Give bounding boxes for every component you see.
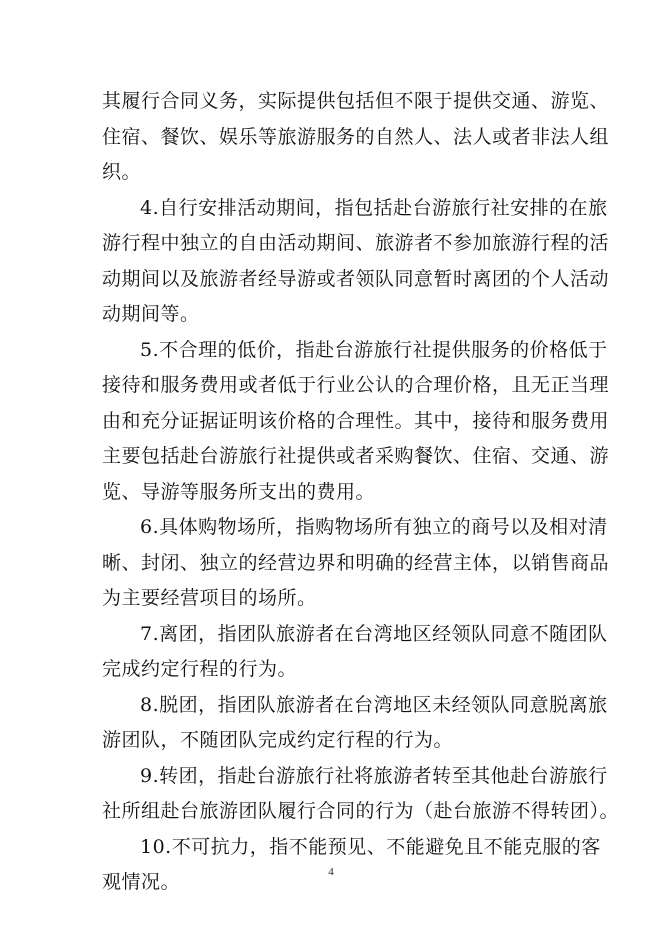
body-text	[102, 84, 620, 901]
text-line: 10.不可抗力，指不能预见、不能避免且不能克服的客	[140, 835, 601, 858]
text-line: 完成约定行程的行为。	[102, 658, 298, 680]
text-line: 主要包括赴台游旅行社提供或者采购餐饮、住宿、交通、游	[102, 445, 610, 467]
text-line: 游行程中独立的自由活动期间、旅游者不参加旅游行程的活	[102, 232, 610, 254]
text-line: 为主要经营项目的场所。	[102, 587, 317, 609]
text-line: 6.具体购物场所，指购物场所有独立的商号以及相对清	[140, 516, 608, 538]
text-line: 织。	[102, 161, 142, 183]
text-line: 由和充分证据证明该价格的合理性。其中，接待和服务费用	[102, 409, 610, 432]
text-line: 接待和服务费用或者低于行业公认的合理价格，且无正当理	[102, 374, 610, 396]
text-line: 8.脱团，指团队旅游者在台湾地区未经领队同意脱离旅	[140, 693, 608, 716]
text-line: 览、导游等服务所支出的费用。	[102, 480, 376, 503]
text-line: 社所组赴台旅游团队履行合同的行为（赴台旅游不得转团）。	[102, 800, 620, 822]
text-line: 游团队，不随团队完成约定行程的行为。	[102, 729, 454, 751]
text-line: 住宿、餐饮、娱乐等旅游服务的自然人、法人或者非法人组	[102, 125, 610, 148]
text-line: 7.离团，指团队旅游者在台湾地区经领队同意不随团队	[140, 622, 608, 645]
text-line: 动期间等。	[102, 303, 200, 325]
page-number: 4	[328, 866, 334, 878]
text-line: 观情况。	[102, 871, 181, 893]
text-line: 其履行合同义务，实际提供包括但不限于提供交通、游览、	[102, 90, 610, 112]
text-line: 5.不合理的低价，指赴台游旅行社提供服务的价格低于	[140, 338, 608, 361]
text-line: 晰、封闭、独立的经营边界和明确的经营主体，以销售商品	[102, 551, 610, 574]
text-line: 4.自行安排活动期间，指包括赴台游旅行社安排的在旅	[140, 196, 608, 219]
text-line: 动期间以及旅游者经导游或者领队同意暂时离团的个人活动	[102, 267, 610, 290]
text-line: 9.转团，指赴台游旅行社将旅游者转至其他赴台游旅行	[140, 764, 608, 787]
